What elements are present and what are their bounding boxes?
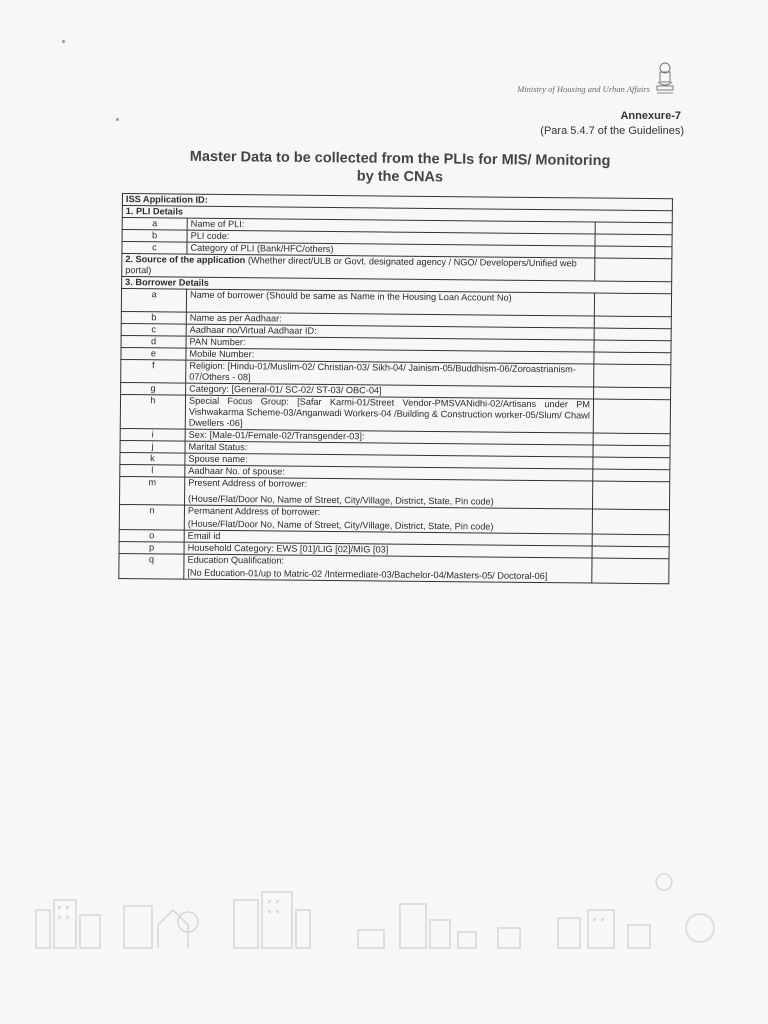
row-label-sub: (House/Flat/Door No, Name of Street, City/Village, District, State, Pin code) [188,493,494,507]
row-letter: k [120,452,185,465]
row-letter: i [120,428,185,441]
row-letter: o [119,529,184,542]
row-label: Name of PLI: [187,218,595,234]
row-label: Category: [General-01/ SC-02/ ST-03/ OBC-04] [186,383,594,399]
row-letter: d [121,335,186,348]
value-cell [592,546,669,559]
row-letter: b [122,230,187,243]
value-cell [595,234,672,247]
row-letter: q [119,553,184,579]
row-label: Email id [184,530,592,546]
row-letter: m [120,476,185,505]
row-letter: j [120,440,185,453]
scan-speck [116,118,119,121]
master-data-table [118,193,673,584]
row-letter: f [121,359,186,383]
value-cell [594,364,671,388]
row-letter: p [119,541,184,554]
row-label: Category of PLI (Bank/HFC/others) [187,242,595,258]
row-label: Spouse name: [185,453,593,469]
iss-application-id-label: ISS Application ID: [122,194,672,211]
title-line-1: Master Data to be collected from the PLIs for MIS/ Monitoring [189,148,611,170]
source-heading: 2. Source of the application [125,254,246,266]
value-cell [594,328,671,341]
source-description: (Whether direct/ULB or Govt. designated agency / NGO/ Developers/Unified web portal) [125,255,577,276]
value-cell [595,258,672,282]
row-label-sub: [No Education-01/up to Matric-02 /Intermediate-03/Bachelor-04/Masters-05/ Doctoral-06] [187,567,548,582]
row-letter: a [121,289,186,313]
pli-section-heading: 1. PLI Details [122,206,672,223]
value-cell [594,387,671,400]
annexure-label: Annexure-7 [620,110,681,122]
scan-speck [62,40,65,43]
value-cell [592,481,669,510]
borrower-section-heading: 3. Borrower Details [122,277,672,294]
row-letter: e [121,347,186,360]
row-label: Marital Status: [185,441,593,457]
value-cell [594,352,671,365]
value-cell [594,293,671,317]
guideline-reference: (Para 5.4.7 of the Guidelines) [540,125,684,137]
value-cell [592,558,669,584]
page-title [150,147,650,188]
table-row [120,394,670,433]
value-cell [595,222,672,235]
row-letter: b [121,311,186,324]
row-label-main: Permanent Address of borrower: [187,505,321,517]
row-label: Sex: [Male-01/Female-02/Transgender-03]: [185,429,593,445]
row-letter: c [121,323,186,336]
row-label-main: Present Address of borrower: [188,477,308,489]
row-letter: c [122,242,187,255]
row-label: Name as per Aadhaar: [186,312,594,328]
row-label-main: Education Qualification: [187,554,285,566]
row-letter: g [121,382,186,395]
row-label: PAN Number: [186,336,594,352]
row-label [185,477,593,509]
title-line-2: by the CNAs [356,168,444,186]
row-label: Special Focus Group: [Safar Karmi-01/Street Vendor-PMSVANidhi-02/Artisans under PM Vishwakarma Scheme-03/Anganwadi Workers-04 /Building & Construction worker-05/Slum/ Chawl Dwellers -06] [185,395,593,433]
ministry-name: Ministry of Housing and Urban Affairs [517,84,650,94]
national-emblem-icon [652,60,678,96]
city-skyline-watermark-icon [28,870,728,950]
row-label: Name of borrower (Should be same as Name in the Housing Loan Account No) [186,289,594,316]
value-cell [593,457,670,470]
row-label: Mobile Number: [186,348,594,364]
value-cell [592,509,669,535]
row-label: Aadhaar no/Virtual Aadhaar ID: [186,324,594,340]
value-cell [595,246,672,259]
value-cell [593,399,670,434]
value-cell [594,316,671,329]
table-row [120,476,670,509]
row-label: PLI code: [187,230,595,246]
row-letter: l [120,464,185,477]
value-cell [593,445,670,458]
value-cell [593,469,670,482]
row-label: Religion: [Hindu-01/Muslim-02/ Christian-03/ Sikh-04/ Jainism-05/Buddhism-06/Zoroastrianism-07/Others - 08] [186,360,594,387]
row-label-sub: (House/Flat/Door No, Name of Street, City/Village, District, State, Pin code) [187,518,494,532]
value-cell [594,340,671,353]
value-cell [593,433,670,446]
row-label [184,554,592,583]
row-label: Household Category: EWS [01]/LIG [02]/MIG [03] [184,542,592,558]
row-label: Aadhaar No. of spouse: [185,465,593,481]
row-label [184,505,592,534]
table-row [119,553,669,583]
row-letter: n [119,504,184,530]
row-letter: h [120,394,185,429]
value-cell [592,534,669,547]
row-letter: a [122,218,187,231]
